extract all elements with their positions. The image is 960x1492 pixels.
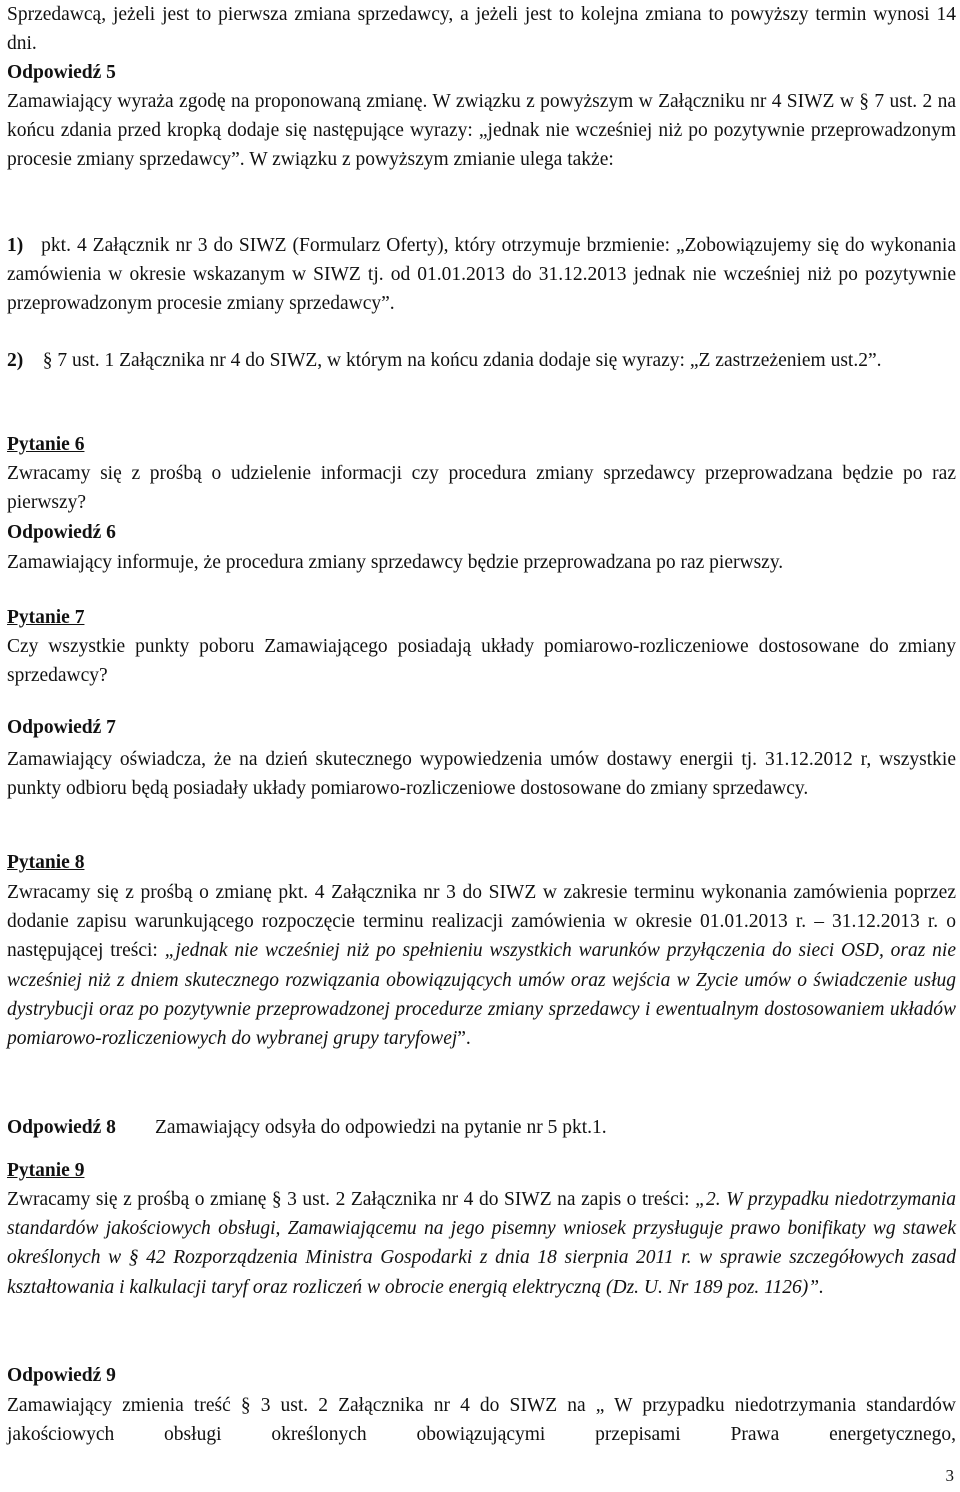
item-1-number: 1) — [7, 235, 24, 256]
answer-5-heading: Odpowiedź 5 — [7, 62, 116, 83]
answer-6-text: Zamawiający informuje, że procedura zmiany sprzedawcy będzie przeprowadzana po raz pierwszy. — [7, 552, 784, 573]
question-8-italic: „jednak nie wcześniej niż po spełnieniu wszystkich warunków przyłączenia do sieci OSD, oraz nie wcześniej niż z dniem skutecznego rozwiązania obowiązujących umów oraz wejścia w Zycie umów o świadczenie usług dystrybucji oraz po pozytywnie przeprowadzonej procedurze zmiany sprzedawcy i ewentualnym dostosowaniem układów pomiarowo-rozliczeniowych do wybranej grupy taryfowej — [7, 940, 956, 1050]
answer-6-heading: Odpowiedź 6 — [7, 522, 116, 543]
answer-7-text: Zamawiający oświadcza, że na dzień skutecznego wypowiedzenia umów dostawy energii tj. 31.12.2012 r, wszystkie punkty odbioru będą posiadały układy pomiarowo-rozliczeniowe dostosowane do zmiany sprzedawcy. — [7, 749, 956, 800]
question-6-heading: Pytanie 6 — [7, 434, 85, 455]
question-6-text: Zwracamy się z prośbą o udzielenie informacji czy procedura zmiany sprzedawcy przeprowadzana będzie po raz pierwszy? — [7, 463, 956, 514]
question-9-plain: Zwracamy się z prośbą o zmianę § 3 ust. 2 Załącznika nr 4 do SIWZ na zapis o treści: — [7, 1189, 696, 1210]
answer-8-text: Zamawiający odsyła do odpowiedzi na pytanie nr 5 pkt.1. — [155, 1117, 607, 1138]
question-7-text: Czy wszystkie punkty poboru Zamawiającego posiadają układy pomiarowo-rozliczeniowe dostosowane do zmiany sprzedawcy? — [7, 636, 956, 687]
answer-9-text: Zamawiający zmienia treść § 3 ust. 2 Załącznika nr 4 do SIWZ na „ W przypadku niedotrzymania standardów jakościowych obsługi określonych obowiązującymi przepisami Prawa energetycznego, — [7, 1395, 956, 1446]
page-number: 3 — [945, 1466, 954, 1485]
answer-7-heading: Odpowiedź 7 — [7, 717, 116, 738]
answer-5-text: Zamawiający wyraża zgodę na proponowaną zmianę. W związku z powyższym w Załączniku nr 4 SIWZ w § 7 ust. 2 na końcu zdania przed kropką dodaje się następujące wyrazy: „jednak nie wcześniej niż po pozytywnie przeprowadzonym procesie zmiany sprzedawcy”. W związku z powyższym zmianie ulega także: — [7, 91, 956, 171]
question-9-italic: „2. W przypadku niedotrzymania standardów jakościowych obsługi, Zamawiającemu na jego pisemny wniosek przysługuje prawo bonifikaty wg stawek określonych w § 42 Rozporządzenia Ministra Gospodarki z dnia 18 sierpnia 2011 r. w sprawie szczegółowych zasad kształtowania i kalkulacji taryf oraz rozliczeń w obrocie energią elektryczną (Dz. U. Nr 189 poz. 1126)”. — [7, 1189, 956, 1298]
answer-8-heading: Odpowiedź 8 — [7, 1117, 116, 1138]
question-9-heading: Pytanie 9 — [7, 1160, 85, 1181]
paragraph-intro: Sprzedawcą, jeżeli jest to pierwsza zmiana sprzedawcy, a jeżeli jest to kolejna zmiana to powyższy termin wynosi 14 dni. — [7, 4, 956, 55]
question-9-text — [7, 1185, 956, 1302]
item-1-text: pkt. 4 Załącznik nr 3 do SIWZ (Formularz Oferty), który otrzymuje brzmienie: „Zobowiązujemy się do wykonania zamówienia w okresie wskazanym w SIWZ tj. od 01.01.2013 do 31.12.2013 jednak nie wcześniej niż po pozytywnie przeprowadzonym procesie zmiany sprzedawcy”. — [7, 235, 956, 315]
question-8-plain: Zwracamy się z prośbą o zmianę pkt. 4 Załącznika nr 3 do SIWZ w zakresie terminu wykonania zamówienia poprzez dodanie zapisu warunkującego rozpoczęcie terminu realizacji zamówienia w okresie 01.01.2013 r. – 31.12.2013 r. o następującej treści: — [7, 882, 956, 962]
answer-5-item-2 — [7, 346, 956, 375]
item-2-number: 2) — [7, 350, 24, 371]
answer-9-heading: Odpowiedź 9 — [7, 1365, 116, 1386]
answer-8-row — [7, 1113, 956, 1142]
answer-5-item-1 — [7, 231, 956, 319]
question-8-heading: Pytanie 8 — [7, 852, 85, 873]
question-7-heading: Pytanie 7 — [7, 607, 85, 628]
question-8-text — [7, 878, 956, 1053]
question-8-tail: ”. — [457, 1028, 471, 1050]
item-2-text: § 7 ust. 1 Załącznika nr 4 do SIWZ, w którym na końcu zdania dodaje się wyrazy: „Z zastrzeżeniem ust.2”. — [42, 350, 882, 371]
